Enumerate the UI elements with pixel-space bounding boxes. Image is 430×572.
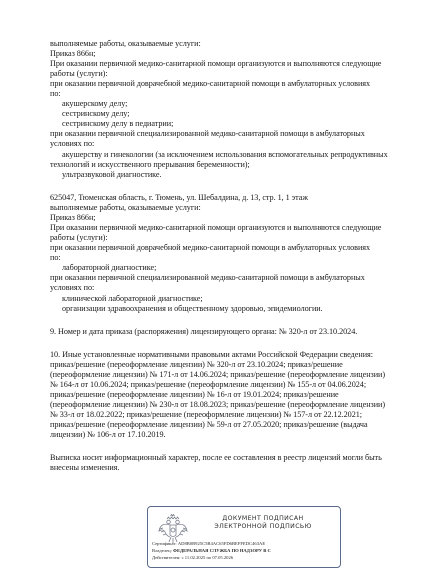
doc-line-20: при оказании первичной доврачебной медико-санитарной помощи в амбулаторных условиях	[50, 243, 371, 252]
doc-line-26: организации здравоохранения и общественному здоровью, эпидемиологии.	[62, 304, 323, 313]
doc-line-32: приказ/решение (переоформление лицензии) № 16-л от 19.01.2024; приказ/решение	[50, 390, 339, 399]
doc-line-38: внесены изменения.	[50, 463, 120, 472]
doc-line-19: работы (услуги):	[50, 233, 108, 242]
stamp-certificate-label: Сертификат:	[152, 541, 177, 546]
doc-line-37: Выписка носит информационный характер, после ее составления в реестр лицензий могли быть	[50, 453, 382, 462]
doc-line-1: выполняемые работы, оказываемые услуги:	[50, 39, 201, 48]
doc-line-27: 9. Номер и дата приказа (распоряжения) лицензирующего органа: № 320-л от 23.10.2024.	[50, 327, 358, 336]
stamp-owner-value: ФЕДЕРАЛЬНАЯ СЛУЖБА ПО НАДЗОРУ В С	[173, 548, 271, 553]
stamp-certificate-value: AD8B0B925C5B4AC65FD6BEFFEDC463AE	[177, 541, 266, 546]
doc-line-9: сестринскому делу в педиатрии;	[62, 119, 174, 128]
doc-line-17: Приказ 866н;	[50, 213, 96, 222]
doc-line-7: акушерскому делу;	[62, 99, 128, 108]
doc-line-34: № 33-л от 18.02.2022; приказ/решение (переоформление лицензии) № 157-л от 22.12.2021;	[50, 410, 363, 419]
doc-line-21: по:	[50, 253, 61, 262]
stamp-title-line2: ЭЛЕКТРОННОЙ ПОДПИСЬЮ	[214, 523, 312, 530]
doc-line-8: сестринскому делу;	[62, 109, 130, 118]
doc-line-4: работы (услуги):	[50, 69, 108, 78]
doc-line-12: акушерству и гинекологии (за исключением использования вспомогательных репродуктивных	[62, 150, 388, 159]
doc-line-6: по:	[50, 89, 61, 98]
doc-line-15: 625047, Тюменская область, г. Тюмень, ул. Шебалдина, д. 13, стр. 1, 1 этаж	[50, 193, 308, 202]
doc-line-16: выполняемые работы, оказываемые услуги:	[50, 203, 201, 212]
doc-line-35: приказ/решение (переоформление лицензии) № 59-л от 27.05.2020; приказ/решение (выдача	[50, 420, 368, 429]
doc-line-3: При оказании первичной медико-санитарной помощи организуются и выполняются следующие	[50, 59, 382, 68]
doc-line-5: при оказании первичной доврачебной медико-санитарной помощи в амбулаторных условиях	[50, 79, 371, 88]
doc-line-30: (переоформление лицензии) № 171-л от 14.06.2024; приказ/решение (переоформление лицензии)	[50, 370, 386, 379]
doc-line-29: приказ/решение (переоформление лицензии) № 320-л от 23.10.2024; приказ/решение	[50, 360, 343, 369]
doc-line-24: условиях по:	[50, 283, 95, 292]
doc-line-28: 10. Иные установленные нормативными правовыми актами Российской Федерации сведения:	[50, 350, 373, 359]
doc-line-10: при оказании первичной специализированной медико-санитарной помощи в амбулаторных	[50, 129, 365, 138]
stamp-validity: Действителен: с 11.02.2025 по 07.05.2026	[152, 555, 234, 560]
doc-line-33: (переоформление лицензии) № 230-л от 18.08.2023; приказ/решение (переоформление лицензии)	[50, 400, 386, 409]
doc-line-13: технологий и искусственного прерывания беременности);	[50, 160, 250, 169]
stamp-title-line1: ДОКУМЕНТ ПОДПИСАН	[222, 515, 304, 522]
doc-line-22: лабораторной диагностике;	[62, 263, 157, 272]
doc-line-14: ультразвуковой диагностике.	[62, 170, 162, 179]
doc-line-11: условиях по:	[50, 139, 95, 148]
stamp-owner	[152, 548, 271, 554]
doc-line-25: клинической лабораторной диагностике;	[62, 294, 203, 303]
doc-line-31: № 164-л от 10.06.2024; приказ/решение (переоформление лицензии) № 155-л от 04.06.2024;	[50, 380, 367, 389]
signature-stamp	[147, 506, 341, 568]
stamp-owner-label: Владелец:	[152, 548, 172, 553]
doc-line-36: лицензии) № 106-л от 17.10.2019.	[50, 430, 166, 439]
doc-line-23: при оказании первичной специализированной медико-санитарной помощи в амбулаторных	[50, 273, 365, 282]
doc-line-2: Приказ 866н;	[50, 49, 96, 58]
doc-line-18: При оказании первичной медико-санитарной помощи организуются и выполняются следующие	[50, 223, 382, 232]
stamp-certificate	[152, 541, 265, 547]
